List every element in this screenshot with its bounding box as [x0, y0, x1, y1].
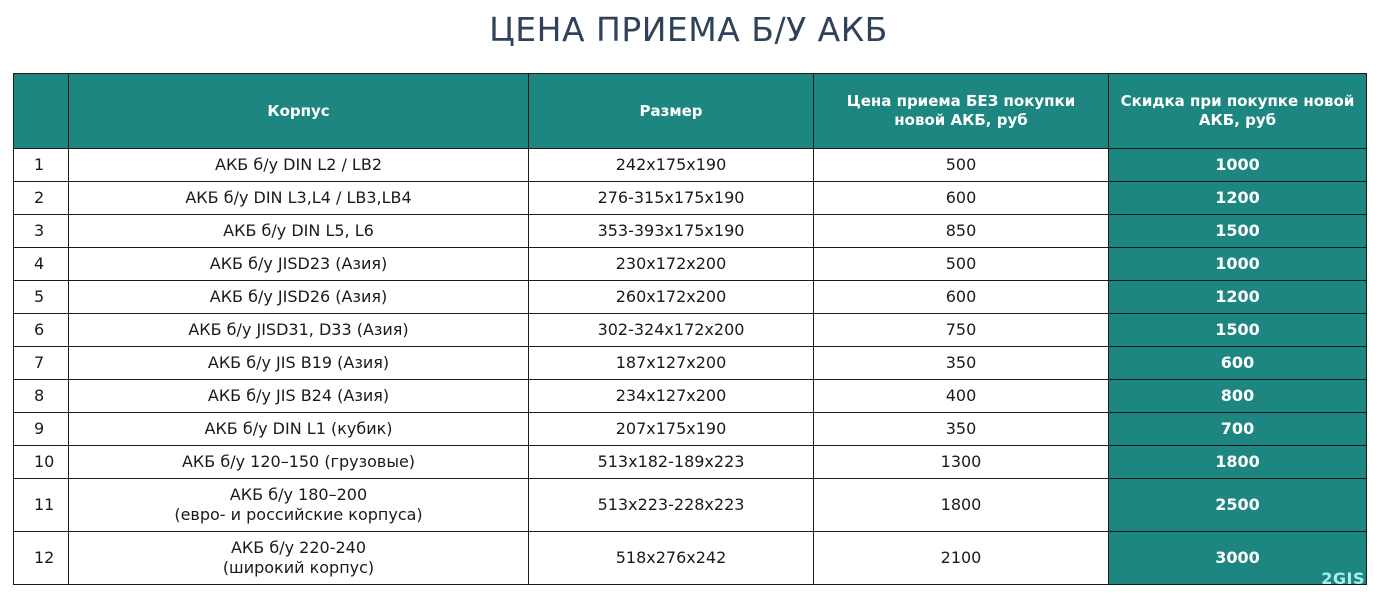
page-title: ЦЕНА ПРИЕМА Б/У АКБ	[489, 10, 888, 49]
table-row	[14, 182, 1367, 215]
table-row	[14, 314, 1367, 347]
row-size: 234x127x200	[529, 380, 814, 413]
table-row	[14, 347, 1367, 380]
row-discount: 1000	[1109, 149, 1367, 182]
row-body-line: АКБ б/у 220-240	[230, 538, 367, 557]
row-size: 242x175x190	[529, 149, 814, 182]
row-body	[69, 532, 529, 585]
row-body: АКБ б/у DIN L1 (кубик)	[69, 413, 529, 446]
row-price: 600	[814, 182, 1109, 215]
header-body: Корпус	[69, 74, 529, 149]
row-discount: 1500	[1109, 215, 1367, 248]
row-num: 10	[14, 446, 69, 479]
header-size: Размер	[529, 74, 814, 149]
row-price: 600	[814, 281, 1109, 314]
header-num	[14, 74, 69, 149]
row-num: 3	[14, 215, 69, 248]
row-discount: 600	[1109, 347, 1367, 380]
row-discount: 800	[1109, 380, 1367, 413]
row-price: 1800	[814, 479, 1109, 532]
row-size: 518x276x242	[529, 532, 814, 585]
row-price: 750	[814, 314, 1109, 347]
table-row	[14, 446, 1367, 479]
row-num: 9	[14, 413, 69, 446]
row-body	[69, 479, 529, 532]
row-price: 350	[814, 347, 1109, 380]
table-header-row	[14, 74, 1367, 149]
row-body: АКБ б/у JISD26 (Азия)	[69, 281, 529, 314]
table-row	[14, 281, 1367, 314]
brand-watermark: 2GIS	[1321, 569, 1365, 588]
row-num: 5	[14, 281, 69, 314]
row-body: АКБ б/у 120–150 (грузовые)	[69, 446, 529, 479]
row-size: 207x175x190	[529, 413, 814, 446]
row-size: 187x127x200	[529, 347, 814, 380]
row-num: 2	[14, 182, 69, 215]
row-discount: 700	[1109, 413, 1367, 446]
row-discount: 1200	[1109, 182, 1367, 215]
row-num: 11	[14, 479, 69, 532]
row-body-line: АКБ б/у 180–200	[229, 485, 368, 504]
row-size: 302-324x172x200	[529, 314, 814, 347]
row-price: 500	[814, 248, 1109, 281]
row-discount: 1200	[1109, 281, 1367, 314]
row-body-line: (широкий корпус)	[222, 558, 375, 577]
row-num: 4	[14, 248, 69, 281]
row-price: 2100	[814, 532, 1109, 585]
row-price: 400	[814, 380, 1109, 413]
row-price: 500	[814, 149, 1109, 182]
row-body: АКБ б/у JISD31, D33 (Азия)	[69, 314, 529, 347]
row-discount: 1000	[1109, 248, 1367, 281]
row-discount: 3000	[1109, 532, 1367, 585]
header-price: Цена приема БЕЗ покупки новой АКБ, руб	[814, 74, 1109, 149]
row-discount: 1500	[1109, 314, 1367, 347]
table-row	[14, 149, 1367, 182]
row-size: 260x172x200	[529, 281, 814, 314]
row-discount: 1800	[1109, 446, 1367, 479]
row-size: 276-315x175x190	[529, 182, 814, 215]
row-body: АКБ б/у JISD23 (Азия)	[69, 248, 529, 281]
row-num: 12	[14, 532, 69, 585]
row-price: 1300	[814, 446, 1109, 479]
row-body: АКБ б/у DIN L3,L4 / LB3,LB4	[69, 182, 529, 215]
table-row	[14, 532, 1367, 585]
row-num: 7	[14, 347, 69, 380]
row-size: 230x172x200	[529, 248, 814, 281]
row-price: 850	[814, 215, 1109, 248]
table-row	[14, 413, 1367, 446]
price-table	[13, 73, 1367, 585]
table-row	[14, 479, 1367, 532]
table-row	[14, 380, 1367, 413]
row-size: 513x223-228x223	[529, 479, 814, 532]
header-discount: Скидка при покупке новой АКБ, руб	[1109, 74, 1367, 149]
row-body: АКБ б/у DIN L2 / LB2	[69, 149, 529, 182]
row-price: 350	[814, 413, 1109, 446]
table-row	[14, 248, 1367, 281]
row-discount: 2500	[1109, 479, 1367, 532]
row-size: 513x182-189x223	[529, 446, 814, 479]
row-body-line: (евро- и российские корпуса)	[174, 505, 423, 524]
row-body: АКБ б/у JIS B24 (Азия)	[69, 380, 529, 413]
table-row	[14, 215, 1367, 248]
row-num: 8	[14, 380, 69, 413]
row-num: 1	[14, 149, 69, 182]
row-num: 6	[14, 314, 69, 347]
row-body: АКБ б/у DIN L5, L6	[69, 215, 529, 248]
row-size: 353-393x175x190	[529, 215, 814, 248]
row-body: АКБ б/у JIS B19 (Азия)	[69, 347, 529, 380]
